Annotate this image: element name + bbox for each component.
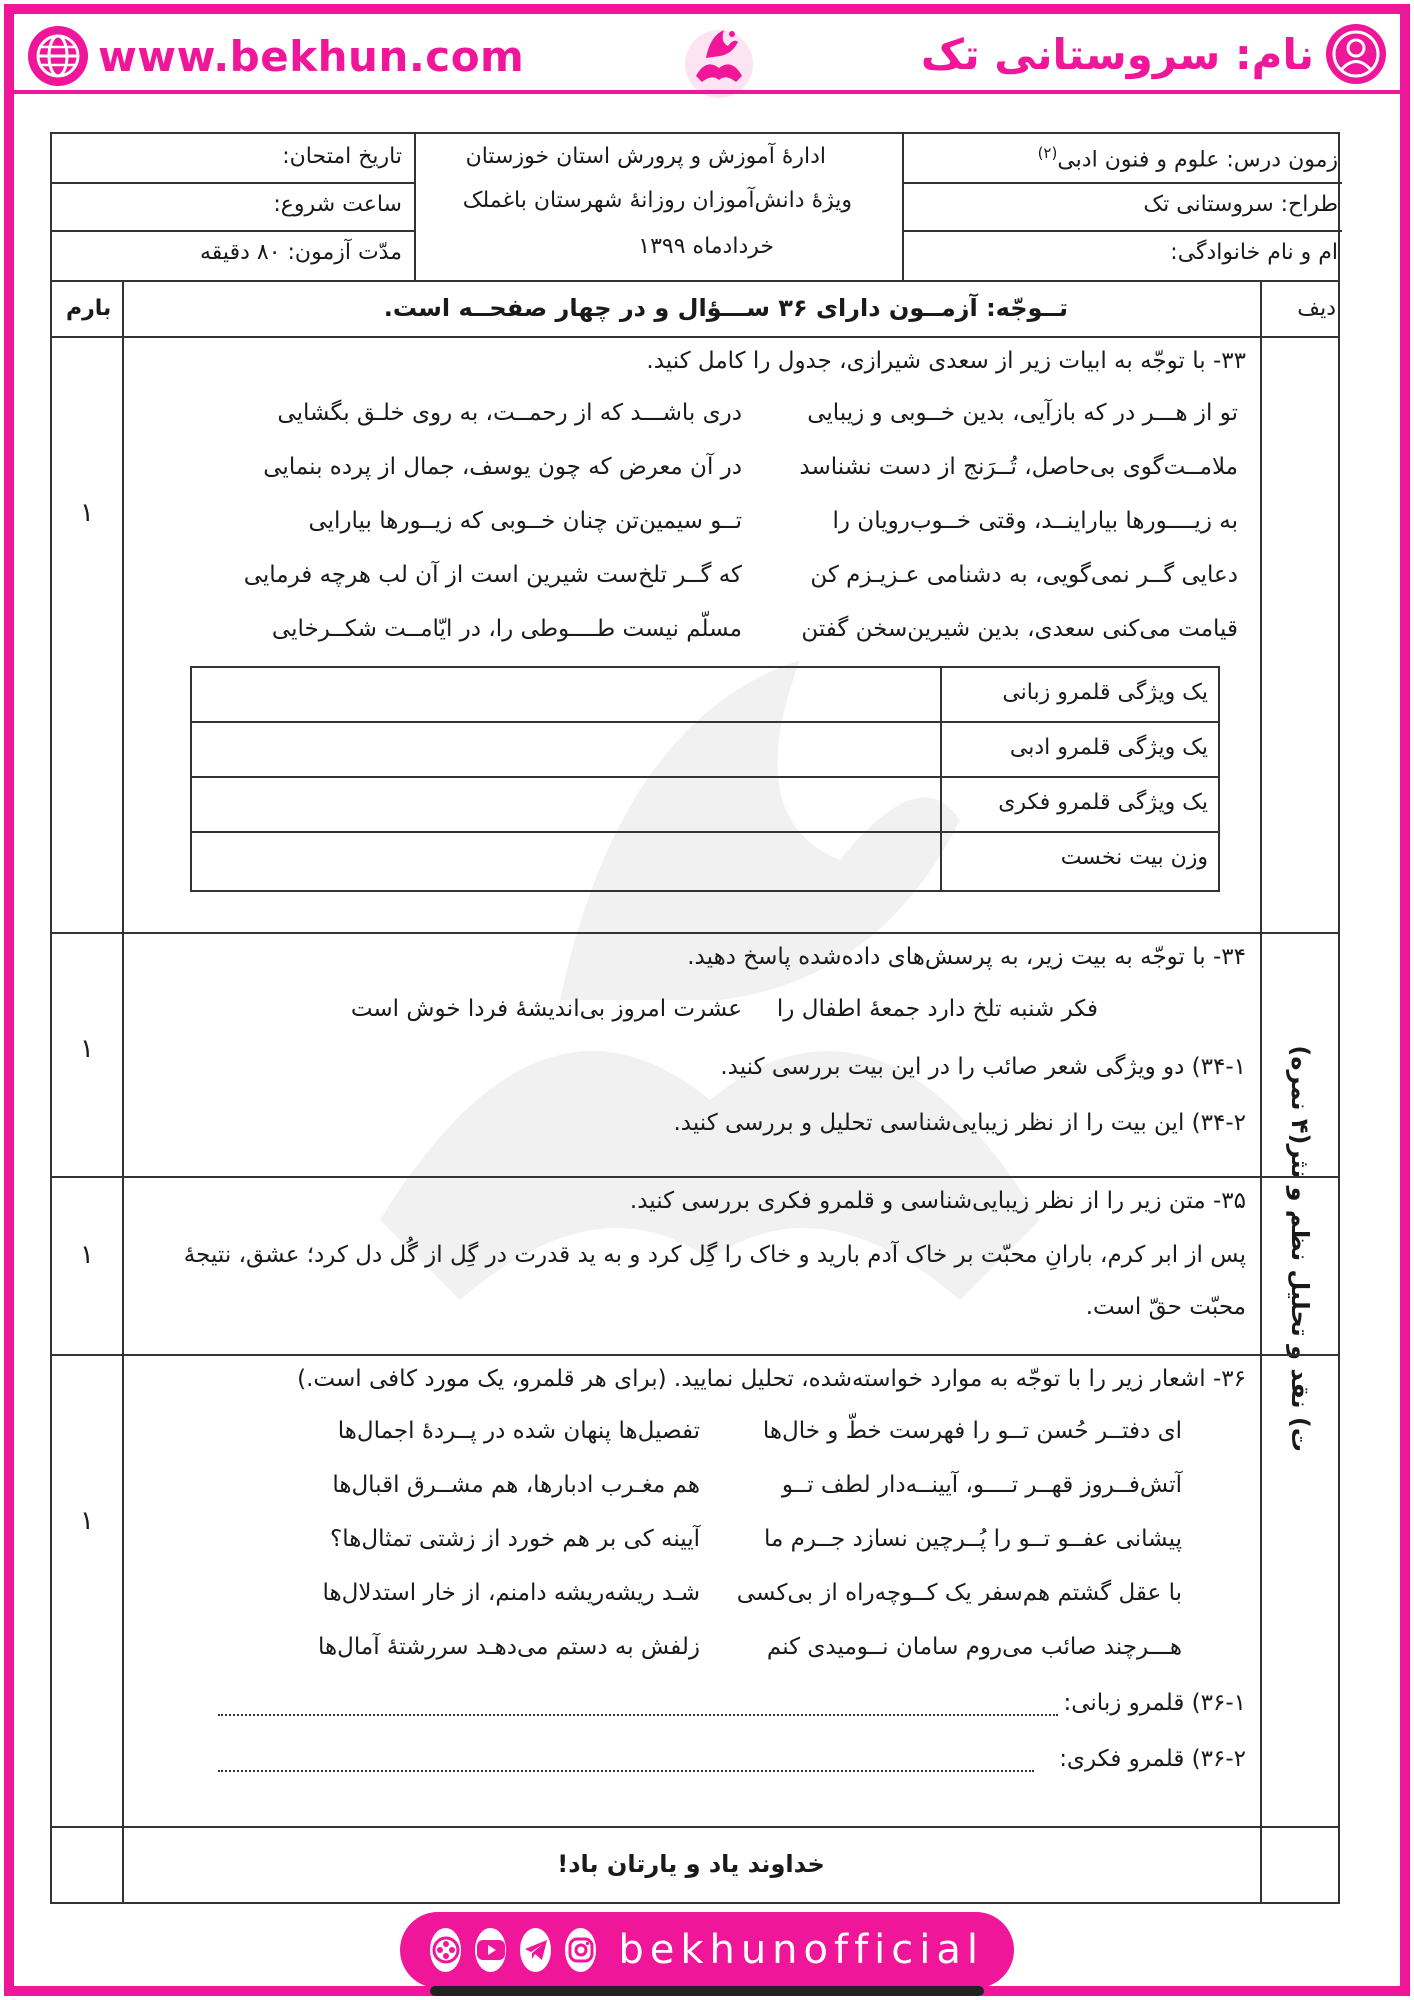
q34-head: ۳۴- با توجّه به بیت زیر، به پرسش‌های داده‌شده پاسخ دهید. — [687, 944, 1246, 970]
table-head — [52, 282, 1338, 338]
q33-verse-left: مسلّم نیست طــــوطی را، در ایّامــت شکــرخایی — [271, 616, 742, 642]
q36-score: ۱ — [80, 1506, 94, 1536]
q34-sub1: ۳۴-۱) دو ویژگی شعر صائب را در این بیت بررسی کنید. — [720, 1054, 1246, 1080]
youtube-icon[interactable] — [475, 1928, 506, 1972]
designer: طراح: سروستانی تک — [1143, 192, 1338, 217]
footer-shadow — [430, 1986, 984, 1996]
q33-verse-right: دعایی گــر نمی‌گویی، به دشنامی عـزیـزم کن — [810, 562, 1238, 588]
user-icon — [1326, 24, 1386, 84]
social-footer — [400, 1912, 1014, 1988]
q36-verse-left: زلفش به دستم می‌دهـد سررشتهٔ آمال‌ها — [318, 1634, 700, 1660]
site-link[interactable] — [28, 26, 524, 86]
question-36 — [52, 1356, 1338, 1828]
q33-verse-left: تــو سیمین‌تن چنان خــوبی که زیــورها بیارایی — [308, 508, 742, 534]
barem-header: بارم — [66, 296, 112, 321]
q36-verse-right: پیشانی عفــو تــو را پُــرچین نسازد جــرم ما — [763, 1526, 1182, 1552]
q34-verse-right: فکر شنبه تلخ دارد جمعهٔ اطفال را — [776, 996, 1098, 1022]
q36-sub2: ۳۶-۲) قلمرو فکری: — [1059, 1746, 1246, 1772]
telegram-icon[interactable] — [520, 1928, 551, 1972]
name-text: نام: سروستانی تک — [920, 29, 1314, 79]
q35-score: ۱ — [80, 1240, 94, 1270]
q35-line1: پس از ابر کرم، بارانِ محبّت بر خاک آدم بارید و خاک را گِل کرد و به ید قدرت در گِل از گُل دل کرد؛ عشق، نتیجهٔ — [183, 1242, 1246, 1268]
q36-verse-right: هـــرچند صائب می‌روم سامان نــومیدی کنم — [766, 1634, 1182, 1660]
q35-head: ۳۵- متن زیر را از نظر زیبایی‌شناسی و قلمرو فکری بررسی کنید. — [629, 1188, 1246, 1214]
q34-sub2: ۳۴-۲) این بیت را از نظر زیبایی‌شناسی تحلیل و بررسی کنید. — [673, 1110, 1246, 1136]
q33-verse-left: دری باشـــد که از رحمــت، به روی خلـق بگشایی — [277, 400, 742, 426]
q36-verse-left: تفصیل‌ها پنهان شده در پــردهٔ اجمال‌ها — [337, 1418, 700, 1444]
closing-text: خداوند یاد و یارتان باد! — [557, 1850, 825, 1878]
table-row: یک ویژگی قلمرو ادبی — [192, 723, 1218, 778]
question-34 — [52, 934, 1338, 1178]
q36-verse-right: ای دفتــر حُسن تــو را فهرست خطّ و خال‌ها — [762, 1418, 1182, 1444]
q33-head: ۳۳- با توجّه به ابیات زیر از سعدی شیرازی، جدول را کامل کنید. — [646, 348, 1246, 374]
q33-verse-left: که گــر تلخ‌ست شیرین است از آن لب هرچه فرمایی — [243, 562, 742, 588]
q35-line2: محبّت حقّ است. — [1085, 1294, 1246, 1320]
q36-head: ۳۶- اشعار زیر را با توجّه به موارد خواسته‌شده، تحلیل نمایید. (برای هر قلمرو، یک مورد کافی است.) — [297, 1366, 1246, 1392]
page-header — [14, 14, 1400, 90]
q36-verse-left: هم مغـرب ادبارها، هم مشــرق اقبال‌ها — [332, 1472, 700, 1498]
answer-line[interactable] — [218, 1714, 1058, 1716]
author-name — [921, 24, 1386, 84]
table-row: وزن بیت نخست — [1060, 845, 1208, 870]
section-label: ت) نقد و تحلیل نظم و نثر(۴ نمره) — [1286, 1045, 1314, 1452]
q36-verse-left: آیینه کی بر هم خورد از زشتی تمثال‌ها؟ — [330, 1526, 700, 1552]
closing-row — [122, 1828, 1260, 1904]
exam-sheet — [50, 132, 1340, 1904]
table-row: یک ویژگی قلمرو فکری — [192, 778, 1218, 833]
social-handle[interactable]: bekhunofficial — [618, 1927, 985, 1973]
q33-verse-right: به زیــــورها بیاراینــد، وقتی خــوب‌رویان را — [832, 508, 1238, 534]
student-name-label: ام و نام خانوادگی: — [1170, 240, 1338, 265]
course-title: زمون درس: علوم و فنون ادبی$^{(۲)}$ — [1037, 144, 1338, 173]
q33-verse-right: قیامت می‌کنی سعدی، بدین شیرین‌سخن گفتن — [801, 616, 1238, 642]
info-block — [52, 134, 1338, 282]
question-35 — [52, 1178, 1338, 1356]
q33-answer-table — [190, 666, 1220, 892]
q36-verse-right: آتش‌فــروز قهــر تــــو، آیینــه‌دار لطف تــو — [781, 1472, 1182, 1498]
q36-sub1: ۳۶-۱) قلمرو زبانی: — [1063, 1690, 1246, 1716]
duration-label: مدّت آزمون: ۸۰ دقیقه — [200, 240, 402, 265]
exam-date-label: تاریخ امتحان: — [282, 144, 402, 169]
aparat-icon[interactable] — [430, 1928, 461, 1972]
q33-verse-right: تو از هـــر در که بازآیی، بدین خــوبی و زیبایی — [807, 400, 1238, 426]
table-row: یک ویژگی قلمرو زبانی — [192, 668, 1218, 723]
globe-icon — [28, 26, 88, 86]
org-date: خردادماه ۱۳۹۹ — [638, 234, 774, 259]
question-33 — [52, 338, 1338, 934]
org-line2: ویژهٔ دانش‌آموزان روزانهٔ شهرستان باغملک — [462, 188, 852, 213]
start-time-label: ساعت شروع: — [273, 192, 402, 217]
q34-verse-left: عشرت امروز بی‌اندیشهٔ فردا خوش است — [350, 996, 742, 1022]
exam-note: تــوجّه: آزمــون دارای ۳۶ ســـؤال و در چهار صفحــه است. — [383, 294, 1068, 322]
header-divider — [14, 90, 1400, 94]
instagram-icon[interactable] — [565, 1928, 596, 1972]
site-url[interactable]: www.bekhun.com — [98, 31, 525, 81]
radif-header: دیف — [1297, 296, 1336, 321]
org-line1: ادارهٔ آموزش و پرورش استان خوزستان — [465, 144, 826, 169]
q34-score: ۱ — [80, 1034, 94, 1064]
q36-verse-right: با عقل گشتم هم‌سفر یک کــوچه‌راه از بی‌کسی — [736, 1580, 1182, 1606]
q33-verse-right: ملامــت‌گوی بی‌حاصل، تُــرَنج از دست نشناسد — [799, 454, 1238, 480]
answer-line[interactable] — [218, 1770, 1034, 1772]
q33-score: ۱ — [80, 498, 94, 528]
q33-verse-left: در آن معرض که چون یوسف، جمال از پرده بنمایی — [263, 454, 742, 480]
q36-verse-left: شـد ریشه‌ریشه دامنم، از خار استدلال‌ها — [322, 1580, 700, 1606]
